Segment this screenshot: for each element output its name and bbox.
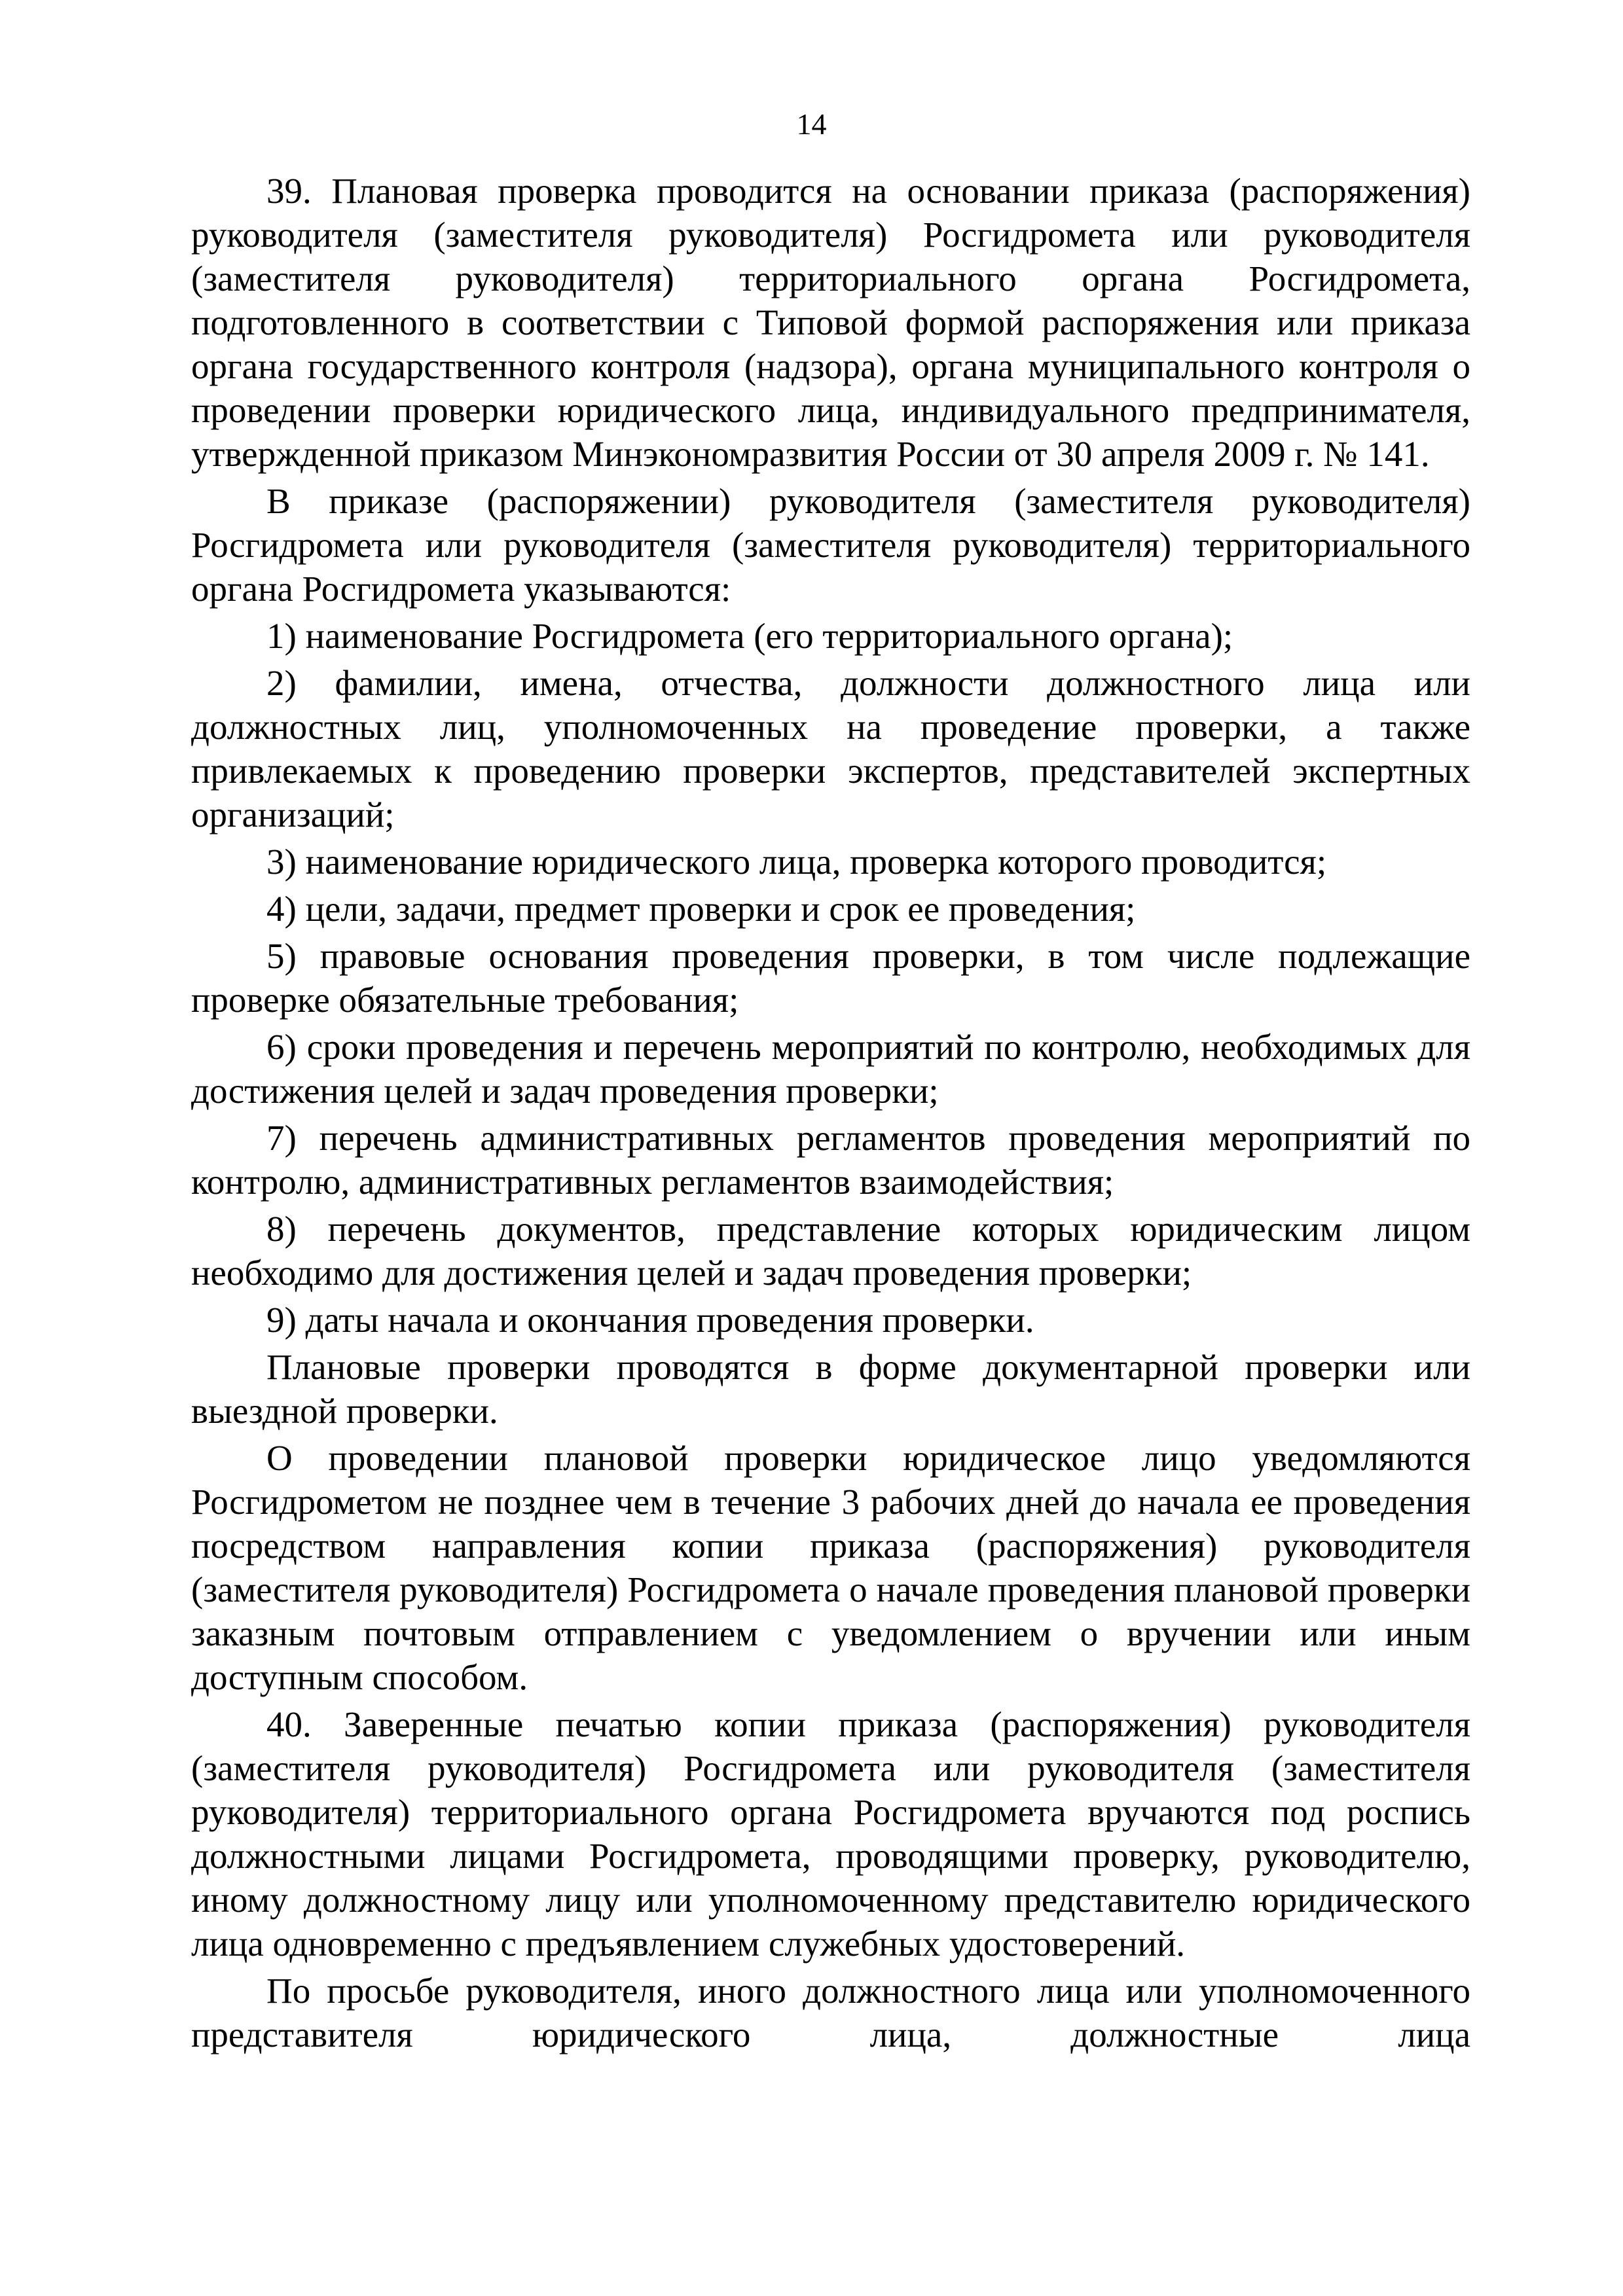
list-item-3: 3) наименование юридического лица, проверка которого проводится; [266,842,1327,882]
paragraph-request-continued: По просьбе руководителя, иного должностного лица или уполномоченного представителя юридического лица, должностные лица [191,1971,1470,2054]
list-item-4: 4) цели, задачи, предмет проверки и срок ее проведения; [266,889,1136,929]
list-item-7: 7) перечень административных регламентов проведения мероприятий по контролю, административных регламентов взаимодействия; [191,1118,1470,1202]
list-item-5: 5) правовые основания проведения проверки, в том числе подлежащие проверке обязательные требования; [191,936,1470,1020]
page-number: 14 [796,107,827,141]
paragraph-40: 40. Заверенные печатью копии приказа (распоряжения) руководителя (заместителя руководителя) Росгидромета или руководителя (заместителя руководителя) территориального органа Росгидромета вручаются под роспись должностными лицами Росгидромета, проводящими проверку, руководителю, иному должностному лицу или уполномоченному представителю юридического лица одновременно с предъявлением служебных удостоверений. [191,1704,1470,1964]
paragraph-inspection-forms: Плановые проверки проводятся в форме документарной проверки или выездной проверки. [191,1347,1470,1431]
list-item-9: 9) даты начала и окончания проведения проверки. [266,1300,1034,1340]
paragraph-39: 39. Плановая проверка проводится на основании приказа (распоряжения) руководителя (заместителя руководителя) Росгидромета или руководителя (заместителя руководителя) территориального органа Росгидромета, подготовленного в соответствии с Типовой формой распоряжения или приказа органа государственного контроля (надзора), органа муниципального контроля о проведении проверки юридического лица, индивидуального предпринимателя, утвержденной приказом Минэкономразвития России от 30 апреля 2009 г. № 141. [191,171,1470,474]
list-item-1: 1) наименование Росгидромета (его территориального органа); [266,616,1233,656]
list-item-8: 8) перечень документов, представление которых юридическим лицом необходимо для достижения целей и задач проведения проверки; [191,1209,1470,1293]
paragraph-notification: О проведении плановой проверки юридическое лицо уведомляются Росгидрометом не позднее чем в течение 3 рабочих дней до начала ее проведения посредством направления копии приказа (распоряжения) руководителя (заместителя руководителя) Росгидромета о начале проведения плановой проверки заказным почтовым отправлением с уведомлением о вручении или иным доступным способом. [191,1438,1470,1697]
list-item-6: 6) сроки проведения и перечень мероприятий по контролю, необходимых для достижения целей и задач проведения проверки; [191,1027,1470,1111]
paragraph-order-contents-intro: В приказе (распоряжении) руководителя (заместителя руководителя) Росгидромета или руководителя (заместителя руководителя) территориального органа Росгидромета указываются: [191,481,1470,609]
list-item-2: 2) фамилии, имена, отчества, должности должностного лица или должностных лиц, уполномоченных на проведение проверки, а также привлекаемых к проведению проверки экспертов, представителей экспертных организаций; [191,663,1470,834]
document-body [191,169,1470,2056]
